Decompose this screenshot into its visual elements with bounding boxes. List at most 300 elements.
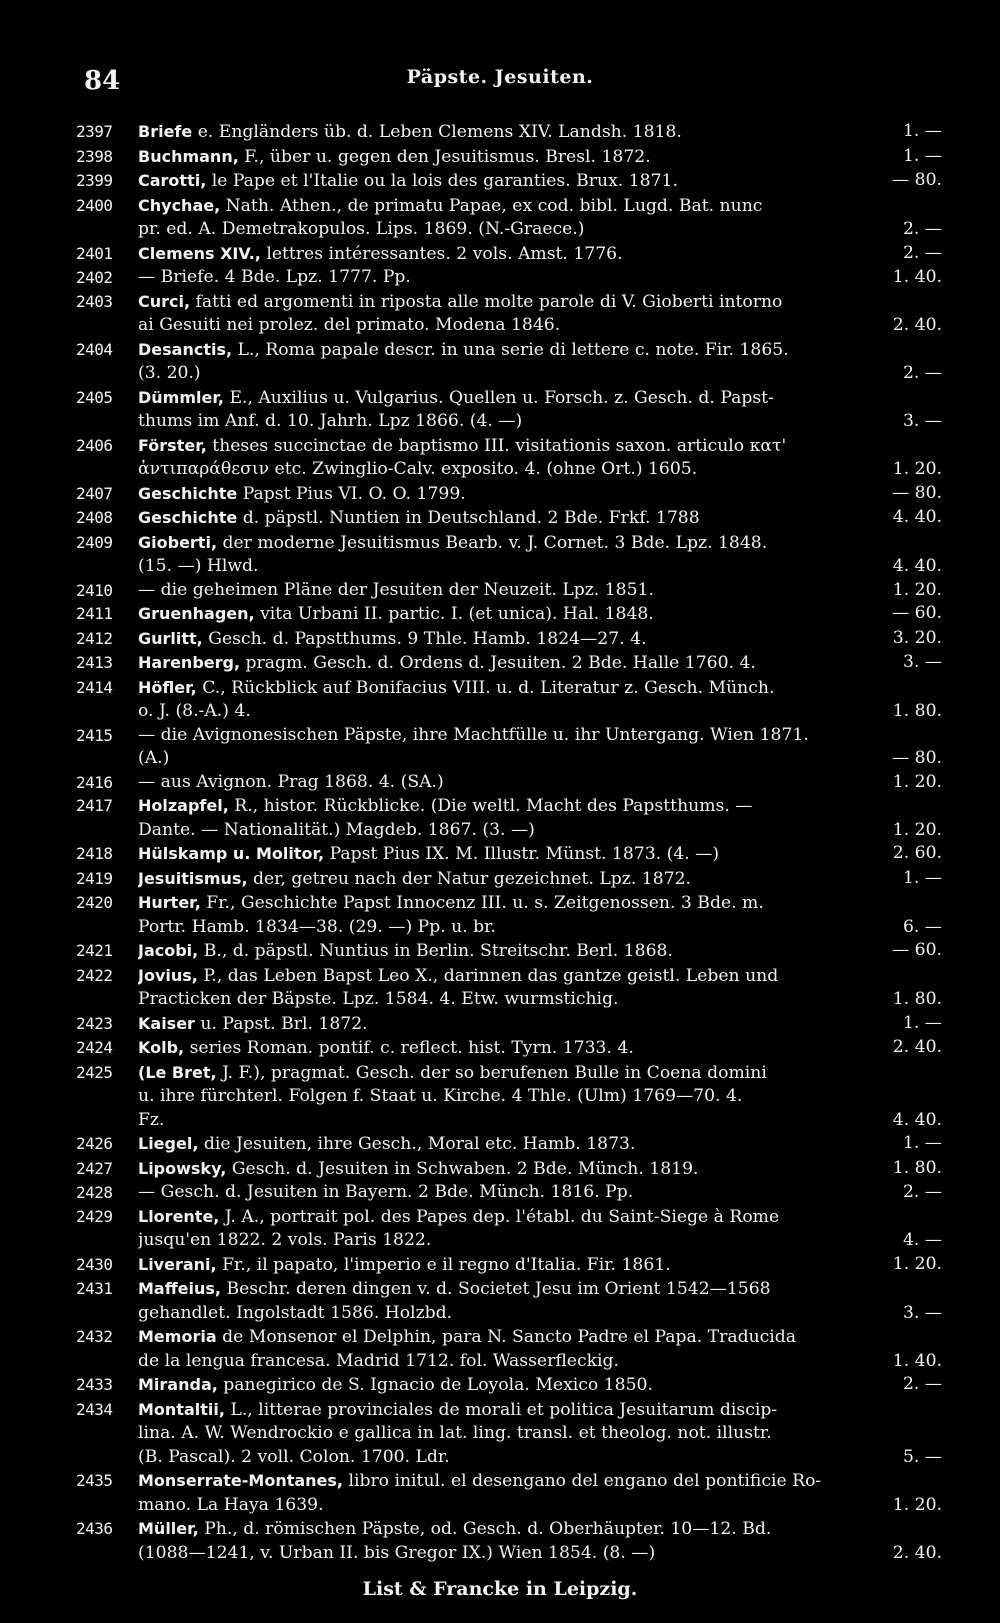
- entry-line: [138, 819, 942, 843]
- catalog-entry: [76, 531, 942, 579]
- entry-price: 1. —: [902, 867, 942, 888]
- entry-text: [136, 676, 942, 724]
- entry-line-text: (B. Pascal). 2 voll. Colon. 1700. Ldr.: [138, 1446, 450, 1467]
- catalog-entry: [76, 891, 942, 939]
- entry-text: [136, 145, 942, 170]
- entry-line: [138, 555, 942, 579]
- entry-line: [138, 964, 942, 989]
- entry-line-content: [138, 939, 673, 964]
- entry-number: 2425: [76, 1062, 113, 1082]
- entry-line-text: der moderne Jesuitismus Bearb. v. J. Cornet. 3 Bde. Lpz. 1848.: [222, 532, 768, 553]
- entry-price: 3. 20.: [892, 627, 942, 648]
- entry-text: [136, 290, 942, 338]
- page-number: 84: [84, 66, 121, 96]
- entry-price: 1. 20.: [892, 1253, 942, 1274]
- catalog-entry: [76, 145, 942, 170]
- entry-line: [138, 939, 942, 964]
- entry-text: [136, 627, 942, 652]
- catalog-entry: [76, 1325, 942, 1373]
- entry-author: Chychae,: [138, 195, 221, 215]
- entry-line: [138, 194, 942, 219]
- entry-price: 2. —: [902, 363, 942, 383]
- entry-line-text: L., Roma papale descr. in una serie di lettere c. note. Fir. 1865.: [237, 339, 789, 360]
- catalog-entry: [76, 771, 942, 795]
- entry-author: Carotti,: [138, 171, 207, 190]
- entry-line-text: (3. 20.): [138, 363, 201, 383]
- entry-author: Desanctis,: [138, 339, 233, 359]
- entry-line-content: [138, 627, 646, 652]
- entry-text: [136, 482, 942, 507]
- entry-line-content: [138, 506, 700, 531]
- entry-line-content: [138, 1446, 450, 1470]
- entry-line-content: [138, 266, 411, 290]
- entry-number: 2406: [76, 435, 113, 455]
- entry-line: [138, 458, 942, 482]
- entry-price: 5. —: [902, 1446, 942, 1467]
- entry-author: Jacobi,: [138, 941, 199, 960]
- entry-line-content: [138, 794, 752, 819]
- entry-line-content: [138, 651, 756, 676]
- entry-line-content: [138, 1085, 742, 1109]
- entry-author: Montaltii,: [138, 1399, 225, 1419]
- entry-number: 2398: [76, 146, 113, 166]
- entry-number: 2410: [76, 580, 113, 600]
- catalog-entry: [76, 1469, 942, 1517]
- entry-line-text: de la lengua francesa. Madrid 1712. fol. Wasserfleckig.: [138, 1350, 619, 1371]
- entry-line-content: [138, 771, 444, 795]
- entry-number: 2413: [76, 653, 113, 672]
- entry-price: 4. 40.: [892, 1109, 942, 1130]
- entry-line: [138, 145, 942, 170]
- entry-author: Maffeius,: [138, 1279, 222, 1298]
- entry-line-text: Papst Pius VI. O. O. 1799.: [242, 483, 466, 504]
- entry-line: [138, 1517, 942, 1542]
- entry-author: Llorente,: [138, 1206, 220, 1226]
- entry-number: 2415: [76, 725, 113, 745]
- entry-line: [138, 891, 942, 916]
- entry-text: [136, 1012, 942, 1037]
- entry-number: 2436: [76, 1519, 113, 1538]
- entry-line-content: [138, 1469, 821, 1494]
- entry-line: [138, 120, 942, 145]
- catalog-entry: [76, 1036, 942, 1061]
- catalog-entry: [76, 290, 942, 338]
- entry-text: [136, 794, 942, 842]
- entry-author: Gruenhagen,: [138, 604, 255, 623]
- entry-author: Hurter,: [138, 893, 201, 912]
- entry-price: 1. 40.: [892, 1350, 942, 1371]
- catalog-entry: [76, 169, 942, 194]
- entry-line-text: thums im Anf. d. 10. Jahrh. Lpz 1866. (4. —): [138, 411, 523, 431]
- catalog-entry: [76, 1132, 942, 1157]
- entry-line-text: ἀντιπαράθεσιν etc. Zwinglio-Calv. exposito. 4. (ohne Ort.) 1605.: [138, 459, 698, 479]
- entry-line: [138, 218, 942, 242]
- entry-line-text: u. Papst. Brl. 1872.: [200, 1013, 368, 1034]
- entry-line: [138, 386, 942, 411]
- entry-line-text: — die geheimen Pläne der Jesuiten der Neuzeit. Lpz. 1851.: [138, 579, 654, 600]
- entry-line-text: — aus Avignon. Prag 1868. 4. (SA.): [138, 771, 444, 792]
- entry-author: Hülskamp u. Molitor,: [138, 844, 325, 863]
- entry-line-content: [138, 1036, 634, 1061]
- entry-line-content: [138, 482, 466, 507]
- entry-number: 2408: [76, 508, 113, 527]
- entry-line-text: pragm. Gesch. d. Ordens d. Jesuiten. 2 Bde. Halle 1760. 4.: [245, 653, 756, 673]
- entry-line-text: lettres intéressantes. 2 vols. Amst. 1776.: [266, 243, 623, 264]
- entry-author: Lipowsky,: [138, 1158, 227, 1178]
- entry-line-content: [138, 891, 764, 916]
- entry-number: 2434: [76, 1399, 113, 1419]
- entry-line-text: P., das Leben Bapst Leo X., darinnen das gantze geistl. Leben und: [203, 965, 779, 986]
- entry-text: [136, 434, 942, 482]
- entry-line: [138, 169, 942, 194]
- entry-author: Höfler,: [138, 677, 197, 697]
- entry-line-content: [138, 842, 719, 867]
- entry-line-content: [138, 314, 560, 338]
- entry-author: Liegel,: [138, 1134, 199, 1153]
- entry-line-text: gehandlet. Ingolstadt 1586. Holzbd.: [138, 1302, 453, 1323]
- entry-line-text: Fr., Geschichte Papst Innocenz III. u. s. Zeitgenossen. 3 Bde. m.: [206, 893, 764, 913]
- entry-line-text: o. J. (8.-A.) 4.: [138, 701, 251, 721]
- entry-line-text: J. F.), pragmat. Gesch. der so berufenen Bulle in Coena domini: [222, 1062, 767, 1083]
- catalog-entry: [76, 338, 942, 386]
- entry-line-text: J. A., portrait pol. des Papes dep. l'établ. du Saint-Siege à Rome: [224, 1206, 780, 1227]
- entry-line: [138, 794, 942, 819]
- entry-author: Miranda,: [138, 1375, 218, 1394]
- entry-line-content: [138, 531, 767, 556]
- entry-price: 6. —: [902, 916, 942, 937]
- entry-line-text: Gesch. d. Jesuiten in Schwaben. 2 Bde. Münch. 1819.: [231, 1158, 699, 1179]
- entry-price: 2. 40.: [892, 315, 942, 335]
- entry-text: [136, 1181, 942, 1205]
- entry-line-content: [138, 1205, 779, 1230]
- entry-line-text: lina. A. W. Wendrockio e gallica in lat. ling. transl. et theolog. not. illustr.: [138, 1423, 772, 1443]
- entry-line: [138, 314, 942, 338]
- entry-line-text: L., litterae provinciales de morali et politica Jesuitarum discip-: [230, 1399, 778, 1420]
- entry-line-content: [138, 386, 774, 411]
- entry-line-text: Nath. Athen., de primatu Papae, ex cod. bibl. Lugd. Bat. nunc: [225, 195, 763, 216]
- entry-price: 2. —: [902, 1374, 942, 1394]
- entry-number: 2419: [76, 868, 113, 888]
- entry-line: [138, 1229, 942, 1253]
- entry-text: [136, 842, 942, 867]
- entry-line-content: [138, 1325, 796, 1350]
- catalog-entry: [76, 120, 942, 145]
- entry-line: [138, 1157, 942, 1182]
- entry-price: 3. —: [902, 652, 942, 672]
- entry-line-content: [138, 964, 778, 989]
- entry-line: [138, 1494, 942, 1518]
- entry-number: 2409: [76, 532, 113, 552]
- catalog-entry: [76, 1012, 942, 1037]
- entry-line: [138, 700, 942, 724]
- entry-number: 2401: [76, 243, 113, 263]
- entry-author: Memoria: [138, 1327, 217, 1346]
- entry-author: (Le Bret,: [138, 1062, 217, 1082]
- entry-number: 2423: [76, 1013, 113, 1033]
- entry-price: — 60.: [892, 603, 942, 623]
- entry-number: 2397: [76, 122, 113, 141]
- entry-line-content: [138, 747, 169, 771]
- entry-line-content: [138, 724, 809, 748]
- entry-price: 2. 60.: [892, 843, 942, 863]
- entry-line: [138, 1325, 942, 1350]
- entry-price: 1. 80.: [892, 989, 942, 1009]
- entry-line-content: [138, 120, 682, 145]
- entry-line-text: pr. ed. A. Demetrakopulos. Lips. 1869. (N.-Graece.): [138, 219, 585, 239]
- entry-text: [136, 724, 942, 771]
- entry-price: — 60.: [892, 940, 942, 960]
- entry-line-content: [138, 242, 623, 267]
- entry-line-content: [138, 1181, 633, 1205]
- entry-line-text: C., Rückblick auf Bonifacius VIII. u. d. Literatur z. Gesch. Münch.: [202, 677, 775, 698]
- entry-line-content: [138, 1542, 655, 1566]
- entry-price: 4. 40.: [892, 507, 942, 527]
- entry-line-content: [138, 194, 762, 219]
- entry-line-text: Dante. — Nationalität.) Magdeb. 1867. (3. —): [138, 819, 535, 840]
- catalog-entry: [76, 434, 942, 482]
- entry-number: 2417: [76, 796, 113, 815]
- entry-author: Gurlitt,: [138, 628, 203, 648]
- catalog-entry: [76, 676, 942, 724]
- entry-line-content: [138, 1132, 635, 1157]
- entry-line-text: Portr. Hamb. 1834—38. (29. —) Pp. u. br.: [138, 916, 496, 937]
- entry-text: [136, 338, 942, 386]
- entry-author: Holzapfel,: [138, 796, 229, 815]
- entry-number: 2416: [76, 772, 113, 792]
- entry-number: 2418: [76, 844, 113, 863]
- entry-line: [138, 724, 942, 748]
- entry-line-text: Practicken der Bäpste. Lpz. 1584. 4. Etw. wurmstichig.: [138, 989, 619, 1009]
- entry-text: [136, 1373, 942, 1398]
- entry-price: 2. 40.: [892, 1542, 942, 1563]
- entry-author: Geschichte: [138, 483, 238, 503]
- entry-line-content: [138, 1109, 164, 1133]
- entry-line: [138, 867, 942, 892]
- entry-line: [138, 1253, 942, 1278]
- catalog-entry: [76, 651, 942, 676]
- entry-author: Jovius,: [138, 965, 198, 985]
- entry-line: [138, 1542, 942, 1566]
- entry-line: [138, 1085, 942, 1109]
- catalog-entry: [76, 242, 942, 267]
- catalog-entry: [76, 939, 942, 964]
- entry-line-content: [138, 1350, 619, 1374]
- entry-number: 2430: [76, 1254, 113, 1274]
- entry-line: [138, 266, 942, 290]
- entry-number: 2435: [76, 1471, 113, 1490]
- catalog-entry: [76, 579, 942, 603]
- entry-text: [136, 1157, 942, 1182]
- entry-author: Kaiser: [138, 1013, 195, 1033]
- entry-line: [138, 1422, 942, 1446]
- entry-line-text: jusqu'en 1822. 2 vols. Paris 1822.: [138, 1230, 432, 1250]
- entry-text: [136, 651, 942, 676]
- entry-author: Jesuitismus,: [138, 868, 248, 888]
- entry-line: [138, 676, 942, 701]
- entry-line-text: mano. La Haya 1639.: [138, 1494, 324, 1515]
- entry-price: 1. 40.: [892, 267, 942, 287]
- entry-price: 2. —: [902, 219, 942, 239]
- entry-line-content: [138, 1157, 698, 1182]
- entry-line-text: — Briefe. 4 Bde. Lpz. 1777. Pp.: [138, 267, 411, 287]
- entry-line: [138, 1132, 942, 1157]
- entry-line: [138, 1277, 942, 1302]
- entry-price: 1. 20.: [892, 1494, 942, 1515]
- catalog-entry: [76, 1061, 942, 1133]
- entry-line: [138, 1181, 942, 1205]
- entry-line: [138, 290, 942, 315]
- entry-line: [138, 747, 942, 771]
- entry-author: Gioberti,: [138, 532, 218, 552]
- entry-line: [138, 1109, 942, 1133]
- entry-line-text: de Monsenor el Delphin, para N. Sancto Padre el Papa. Traducida: [222, 1327, 797, 1347]
- catalog-entry: [76, 842, 942, 867]
- entry-line: [138, 651, 942, 676]
- entry-line-content: [138, 218, 585, 242]
- entry-line-text: fatti ed argomenti in riposta alle molte parole di V. Gioberti intorno: [195, 291, 783, 312]
- entry-text: [136, 579, 942, 603]
- entry-line-text: Beschr. deren dingen v. d. Societet Jesu im Orient 1542—1568: [226, 1279, 771, 1299]
- entry-line-text: (A.): [138, 748, 170, 768]
- entry-line-text: Ph., d. römischen Päpste, od. Gesch. d. Oberhäupter. 10—12. Bd.: [204, 1519, 772, 1539]
- entry-line-content: [138, 290, 782, 315]
- entry-price: 1. 80.: [892, 1157, 942, 1178]
- entry-author: Müller,: [138, 1519, 199, 1538]
- entry-line-text: u. ihre fürchterl. Folgen f. Staat u. Kirche. 4 Thle. (Ulm) 1769—70. 4.: [138, 1086, 743, 1106]
- entry-text: [136, 531, 942, 579]
- entry-text: [136, 1277, 942, 1325]
- entry-line: [138, 579, 942, 603]
- entry-text: [136, 1398, 942, 1470]
- entry-price: 2. —: [902, 1182, 942, 1202]
- entry-price: 1. —: [902, 145, 942, 166]
- entry-line: [138, 1373, 942, 1398]
- entry-line: [138, 1012, 942, 1037]
- entry-line: [138, 916, 942, 940]
- entry-line-content: [138, 458, 697, 482]
- catalog-entry-list: [76, 120, 942, 1565]
- entry-number: 2414: [76, 677, 113, 697]
- entry-line-text: libro initul. el desengano del engano del pontificie Ro-: [348, 1471, 822, 1491]
- entry-text: [136, 266, 942, 290]
- entry-author: Liverani,: [138, 1254, 217, 1274]
- entry-author: Briefe: [138, 122, 193, 141]
- entry-line-text: E., Auxilius u. Vulgarius. Quellen u. Forsch. z. Gesch. d. Papst-: [229, 387, 774, 408]
- catalog-entry: [76, 724, 942, 771]
- catalog-entry: [76, 1181, 942, 1205]
- entry-line-content: [138, 1229, 431, 1253]
- catalog-entry: [76, 1398, 942, 1470]
- page-header: [0, 58, 1000, 98]
- catalog-entry: [76, 602, 942, 627]
- entry-text: [136, 891, 942, 939]
- entry-line: [138, 1446, 942, 1470]
- entry-line-text: Fr., il papato, l'imperio e il regno d'Italia. Fir. 1861.: [222, 1254, 671, 1275]
- entry-price: 1. 20.: [892, 819, 942, 840]
- entry-author: Förster,: [138, 435, 207, 455]
- running-title: Päpste. Jesuiten.: [406, 66, 594, 88]
- entry-number: 2429: [76, 1206, 113, 1226]
- entry-price: 1. —: [902, 121, 942, 141]
- entry-price: 1. 20.: [892, 459, 942, 479]
- entry-line: [138, 1036, 942, 1061]
- entry-line-text: vita Urbani II. partic. I. (et unica). Hal. 1848.: [260, 604, 654, 624]
- entry-line-text: F., über u. gegen den Jesuitismus. Bresl. 1872.: [244, 146, 651, 167]
- entry-line-text: — die Avignonesischen Päpste, ihre Machtfülle u. ihr Untergang. Wien 1871.: [138, 724, 809, 745]
- entry-line: [138, 1398, 942, 1423]
- entry-price: 1. —: [902, 1012, 942, 1033]
- entry-text: [136, 1061, 942, 1133]
- entry-price: 4. 40.: [892, 556, 942, 576]
- entry-line-text: le Pape et l'Italie ou la lois des garanties. Brux. 1871.: [211, 171, 678, 191]
- entry-number: 2411: [76, 604, 113, 623]
- entry-author: Clemens XIV.,: [138, 243, 261, 263]
- entry-line-text: der, getreu nach der Natur gezeichnet. Lpz. 1872.: [253, 868, 691, 889]
- catalog-entry: [76, 482, 942, 507]
- catalog-entry: [76, 266, 942, 290]
- entry-text: [136, 602, 942, 627]
- entry-line-content: [138, 555, 259, 579]
- entry-line-text: B., d. päpstl. Nuntius in Berlin. Streitschr. Berl. 1868.: [203, 941, 673, 961]
- entry-number: 2420: [76, 893, 113, 912]
- entry-text: [136, 1469, 942, 1517]
- entry-price: — 80.: [892, 170, 942, 190]
- catalog-entry: [76, 867, 942, 892]
- entry-text: [136, 867, 942, 892]
- entry-number: 2426: [76, 1134, 113, 1153]
- entry-line-text: die Jesuiten, ihre Gesch., Moral etc. Hamb. 1873.: [203, 1134, 636, 1154]
- entry-number: 2424: [76, 1038, 113, 1057]
- entry-text: [136, 120, 942, 145]
- entry-number: 2402: [76, 268, 113, 287]
- catalog-entry: [76, 1517, 942, 1565]
- entry-price: 2. —: [902, 242, 942, 263]
- entry-number: 2431: [76, 1279, 113, 1298]
- entry-line: [138, 1350, 942, 1374]
- entry-price: 1. —: [902, 1133, 942, 1153]
- entry-line-content: [138, 700, 251, 724]
- entry-price: 3. —: [902, 1302, 942, 1323]
- entry-author: Buchmann,: [138, 146, 239, 166]
- entry-line-text: ai Gesuiti nei prolez. del primato. Modena 1846.: [138, 315, 561, 335]
- entry-line-content: [138, 602, 654, 627]
- entry-number: 2432: [76, 1327, 113, 1346]
- entry-price: 1. 80.: [892, 701, 942, 721]
- entry-line-content: [138, 145, 651, 170]
- entry-price: — 80.: [892, 482, 942, 503]
- entry-line-text: d. päpstl. Nuntien in Deutschland. 2 Bde. Frkf. 1788: [242, 508, 700, 528]
- entry-author: Monserrate-Montanes,: [138, 1471, 343, 1490]
- entry-line: [138, 362, 942, 386]
- entry-line-content: [138, 1517, 771, 1542]
- catalog-entry: [76, 1373, 942, 1398]
- entry-text: [136, 939, 942, 964]
- entry-line-text: Papst Pius IX. M. Illustr. Münst. 1873. (4. —): [329, 844, 720, 864]
- entry-line-text: (1088—1241, v. Urban II. bis Gregor IX.) Wien 1854. (8. —): [138, 1542, 656, 1563]
- entry-line: [138, 771, 942, 795]
- entry-text: [136, 1132, 942, 1157]
- entry-line-content: [138, 916, 496, 940]
- entry-line-content: [138, 1494, 324, 1518]
- entry-line-content: [138, 988, 619, 1012]
- entry-text: [136, 771, 942, 795]
- entry-number: 2427: [76, 1158, 113, 1178]
- entry-line-content: [138, 410, 522, 434]
- entry-number: 2421: [76, 941, 113, 960]
- entry-line-content: [138, 1302, 452, 1326]
- entry-line-text: series Roman. pontif. c. reflect. hist. Tyrn. 1733. 4.: [189, 1038, 634, 1058]
- entry-line-text: (15. —) Hlwd.: [138, 556, 259, 576]
